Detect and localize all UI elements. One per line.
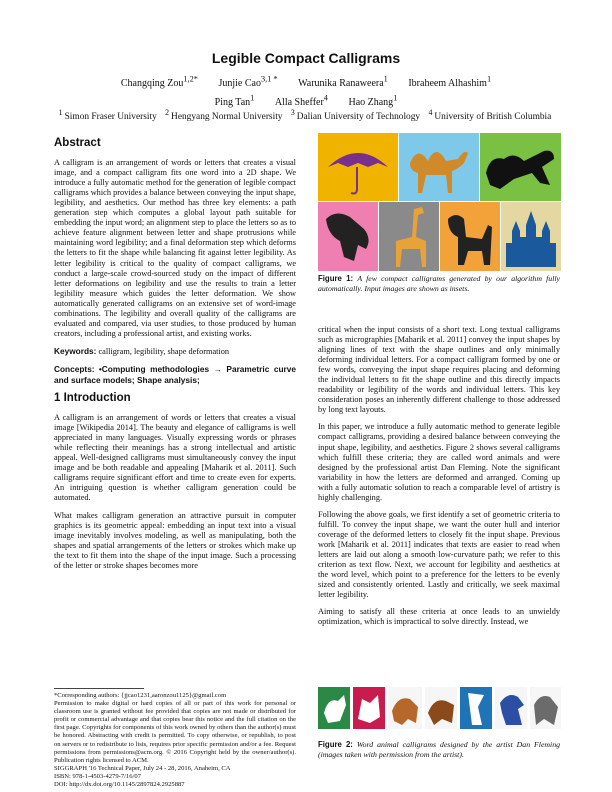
paper-title: Legible Compact Calligrams: [211, 50, 401, 66]
word-animal-panel: [495, 687, 527, 729]
word-animal-panel: [460, 687, 492, 729]
calligram-panel-giraffe: [379, 202, 439, 271]
figure-2-caption: Figure 2: Word animal calligrams designed by the artist Dan Fleming (images taken with permission from the artist).: [318, 740, 560, 759]
affiliation: $^1$ Simon Fraser University: [58, 108, 157, 123]
author: Ping Tan$^1$: [214, 93, 255, 108]
calligram-panel-frog-jump: [480, 133, 561, 201]
word-animal-panel: [425, 687, 457, 729]
affiliation: $^4$ University of British Columbia: [428, 108, 552, 123]
author: Warunika Ranaweera$^1$: [298, 75, 388, 90]
abstract-heading: Abstract: [54, 137, 101, 149]
isbn: ISBN: 978-1-4503-4279-7/16/07: [54, 772, 141, 780]
author: Junjie Cao$^{3,1 *}$: [218, 75, 278, 90]
permission-notice: Permission to make digital or hard copies of all or part of this work for personal or classroom use is granted without fee provided that copies are not made or distributed for profit or commercial advantage and that copies bear this notice and the full citation on the first page. Copyrights for components of this work owned by others than the author(s) must be honored. Abstracting with credit is permitted. To copy otherwise, or republish, to post on servers or to redistribute to lists, requires prior specific permission and/or a fee. Request permissions from permissions@acm.org. © 2016 Copyright held by the owner/author(s). Publication rights licensed to ACM.: [54, 700, 296, 764]
calligram-panel-disneyland: [501, 202, 561, 271]
calligram-panel-dog: [440, 202, 500, 271]
author: Changqing Zou$^{1,2*}$: [120, 75, 198, 90]
footnote-rule: [54, 688, 144, 689]
intro-paragraph-3: critical when the input consists of a short text. Long textual calligrams such as micrographies [Maharik et al. 2011] convey the input shapes by aligning lines of text with the shape outlines and only minimally deforming individual letters. For a compact calligram formed by one or few words, conveying the input shape requires placing and deforming the individual letters to fit the shape outline and this directly impacts readability or legibility of the words and individual letters. This key consideration poses an inherently different challenge to those addressed by long text layouts.: [318, 325, 560, 415]
doi: DOI: http://dx.doi.org/10.1145/2897824.2925887: [54, 781, 185, 789]
abstract-text: A calligram is an arrangement of words or letters that creates a visual image, and a compact calligram fits one word into a 2D shape. We introduce a fully automatic method for the generation of legible compact calligrams which provides a balance between conveying the input shape, legibility, and aesthetics. Our method has three key elements: a path generation step which computes a global layout path suitable for embedding the input word; an alignment step to place the letters so as to achieve feature alignment between letter and shape protrusions while maintaining word legibility; and a final deformation step which deforms the letters to fit the shape while balancing fit against letter legibility. As letter legibility is critical to the quality of compact calligrams, we conduct a large-scale crowd-sourced study on the impact of different letter deformations on legibility and use the results to train a letter legibility measure which guides the letter deformation. We show automatically generated calligrams on an extensive set of word-image combinations. The legibility and overall quality of the calligrams are evaluated and compared, via user studies, to those produced by human creators, including a professional artist, and existing works.: [54, 158, 296, 338]
figure-2: [318, 683, 561, 733]
right-column: [318, 325, 560, 634]
figure-1: [318, 133, 561, 271]
intro-heading: 1 Introduction: [54, 392, 131, 405]
keywords: Keywords: calligram, legibility, shape deformation: [54, 345, 230, 356]
intro-paragraph-6: Aiming to satisfy all these criteria at once leads to an unwieldy optimization, which is impractical to solve directly. Instead, we: [318, 607, 560, 627]
corresponding-authors: *Corresponding authors: {jjcao1231,aaronzou1125}@gmail.com: [54, 692, 227, 699]
intro-paragraph-2: What makes calligram generation an attractive pursuit in computer graphics is its geometric appeal: embedding an input text into a visual image inevitably involves modeling, as well as manipulating, both the shapes and spatial arrangements of the letters or strokes which make up the text to fit them into the shape of the input image. Such a processing of the letter or stroke shapes becomes more: [54, 510, 296, 570]
affiliations: [40, 108, 572, 122]
author: Hao Zhang$^1$: [348, 93, 398, 108]
figure-1-caption: Figure 1: A few compact calligrams generated by our algorithm fully automatically. Input images are shown as insets.: [318, 274, 560, 293]
affiliation: $^2$ Hengyang Normal University: [165, 108, 283, 123]
author: Ibraheem Alhashim$^1$: [408, 75, 492, 90]
word-animal-panel: [388, 687, 422, 729]
footnote: [54, 692, 296, 789]
calligram-panel-camel: [399, 133, 479, 201]
concepts: Concepts: •Computing methodologies → Parametric curve and surface models; Shape analysis;: [54, 363, 296, 385]
word-animal-panel: [353, 687, 385, 729]
author: Alla Sheffer$^4$: [274, 93, 328, 108]
word-animal-panel: [318, 687, 350, 729]
author-list: [60, 73, 552, 110]
word-animal-panel: [530, 687, 561, 729]
affiliation: $^3$ Dalian University of Technology: [290, 108, 421, 123]
calligram-panel-whale: [318, 202, 378, 271]
intro-paragraph-5: Following the above goals, we first identify a set of geometric criteria to fulfill. To convey the input shape, we want the outer hull and interior coverage of the deformed letters to closely fit the input shape. Previous work [Maharik et al. 2011] indicates that texts are easier to read when letters are laid out along a smooth low-curvature path; we refer to this criterion as text flow. Next, we account for legibility and aesthetics at the word level, which point to a preference for the letters to be evenly sized and consistently oriented. Lastly and critically, we seek maximal letter legibility.: [318, 509, 560, 600]
venue: SIGGRAPH '16 Technical Paper, July 24 - 28, 2016, Anaheim, CA: [54, 764, 231, 772]
calligram-panel-umbrella: [318, 133, 398, 201]
intro-paragraph-1: A calligram is an arrangement of words or letters that creates a visual image [Wikipedia 2014]. The beauty and elegance of calligrams is well appreciated in many languages. Visually expressing words or phrases while reflecting their meanings has a strong intellectual and artistic appeal. Well-designed calligrams must simultaneously convey the input image and be both readable and appealing [Maharik et al. 2011]. Such calligrams require significant effort and time to create even for experts. An intriguing question is whether calligram generation could be automated.: [54, 413, 296, 503]
intro-paragraph-4: In this paper, we introduce a fully automatic method to generate legible compact calligrams, providing a desired balance between conveying the input shape, legibility, and aesthetics. Figure 2 shows several calligrams which fulfill these criteria; they are called word animals and were designed by the professional artist Dan Fleming. Note the significant variability in how the letters are deformed and arranged. Coming up with a fully automatic solution to reach a comparable level of artistry is highly challenging.: [318, 422, 560, 502]
left-column: [54, 134, 296, 578]
